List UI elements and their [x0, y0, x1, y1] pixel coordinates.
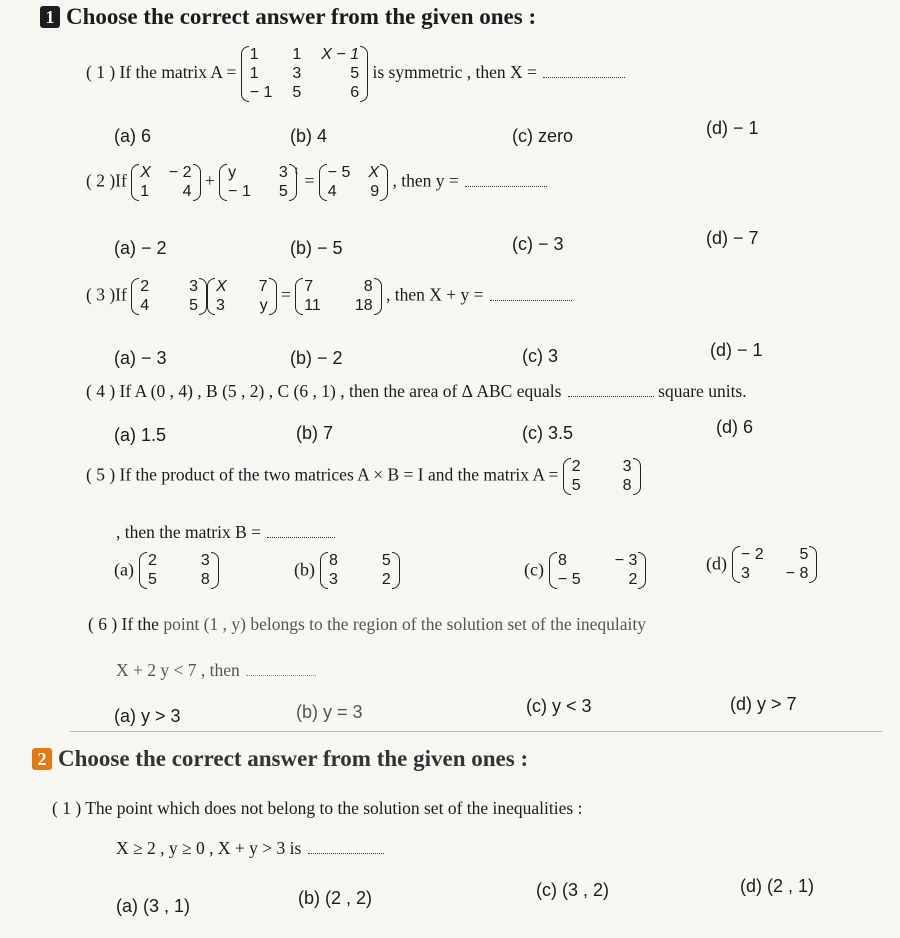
q3-option-d[interactable]: (d) − 1: [710, 340, 763, 360]
transpose-mark: t: [294, 162, 299, 177]
question-2: [86, 164, 547, 201]
question-3: [86, 278, 572, 315]
matrix-cell: 4: [327, 183, 337, 200]
question-text-continued: is symmetric , then X =: [372, 62, 537, 83]
matrix-cell: 5: [571, 477, 581, 494]
equals-sign: =: [304, 170, 315, 191]
question-number: ( 6 ): [88, 614, 118, 634]
matrix-cell: − 3: [614, 552, 638, 569]
q5-option-a[interactable]: [114, 552, 219, 589]
q1-option-b[interactable]: (b) 4: [290, 126, 328, 146]
question-number: ( 5 ): [86, 464, 116, 485]
option-matrix: [549, 552, 646, 589]
answer-blank: [568, 382, 654, 397]
s2-question-1: [52, 798, 582, 819]
equals-sign: =: [280, 284, 291, 305]
question-text-continued: , then the matrix B =: [116, 522, 261, 542]
answer-blank: [490, 286, 572, 301]
question-number: ( 4 ): [86, 381, 116, 401]
matrix-cell: 3: [292, 65, 302, 82]
question-text-continued: , then X + y =: [385, 284, 484, 305]
q5-option-b[interactable]: [294, 552, 400, 589]
matrix-cell: − 1: [228, 183, 251, 200]
matrix-cell: 5: [799, 546, 809, 563]
q3-option-c[interactable]: (c) 3: [522, 346, 558, 366]
q2-option-a[interactable]: (a) − 2: [114, 238, 167, 258]
matrix-cell: X: [368, 164, 380, 181]
matrix-cell: 8: [558, 552, 567, 569]
question-text: If: [115, 170, 127, 191]
matrix-cell: 4: [140, 297, 150, 314]
matrix-cell: X: [216, 278, 227, 295]
answer-blank: [246, 661, 316, 676]
question-text-continued: square units.: [658, 381, 747, 401]
matrix-cell: y: [228, 164, 237, 181]
q2-option-c[interactable]: (c) − 3: [512, 234, 564, 254]
matrix-1: [131, 164, 200, 201]
section-1-badge: 1: [40, 6, 60, 28]
matrix-cell: − 5: [558, 571, 581, 588]
answer-blank: [543, 63, 625, 78]
question-4: [86, 381, 747, 402]
matrix-cell: 2: [381, 571, 391, 588]
s2-q1-option-c[interactable]: (c) (3 , 2): [536, 880, 610, 900]
q4-option-c[interactable]: (c) 3.5: [522, 423, 574, 443]
s2-q1-option-a[interactable]: (a) (3 , 1): [116, 896, 191, 916]
matrix-cell: 2: [571, 458, 581, 475]
matrix-cell: 5: [381, 552, 391, 569]
section-2-title: Choose the correct answer from the given ones :: [58, 746, 529, 771]
section-1-title: Choose the correct answer from the given ones :: [66, 4, 537, 29]
matrix-cell: 1: [140, 183, 150, 200]
matrix-cell: − 2: [168, 164, 192, 181]
matrix-cell: − 2: [741, 546, 764, 563]
matrix-cell: − 1: [249, 84, 273, 101]
option-label: (b): [294, 559, 315, 580]
question-1: [86, 46, 625, 102]
matrix-cell: 8: [363, 278, 373, 295]
matrix-cell: 1: [292, 46, 302, 63]
matrix-a: [563, 458, 641, 495]
q5-option-d[interactable]: [706, 546, 817, 583]
matrix-cell: 1: [249, 65, 259, 82]
question-number: ( 1 ): [86, 62, 116, 83]
question-number: ( 3 ): [86, 284, 116, 305]
option-label: (c): [524, 559, 544, 580]
option-matrix: [320, 552, 400, 589]
question-text-continued: , then y =: [392, 170, 459, 191]
matrix-2: [219, 164, 297, 201]
matrix-cell: 4: [182, 183, 192, 200]
q2-option-d[interactable]: (d) − 7: [706, 228, 759, 248]
matrix-cell: 6: [350, 84, 360, 101]
q2-option-b[interactable]: (b) − 5: [290, 238, 343, 258]
q3-option-a[interactable]: (a) − 3: [114, 348, 167, 368]
matrix-cell: 3: [329, 571, 338, 588]
q6-option-a[interactable]: (a) y > 3: [114, 706, 181, 726]
question-text-continued: X ≥ 2 , y ≥ 0 , X + y > 3 is: [116, 838, 302, 858]
section-2-badge: 2: [32, 748, 52, 770]
question-text: If the: [121, 614, 159, 634]
question-5: [86, 458, 641, 495]
question-6: [88, 614, 646, 635]
matrix-cell: X: [140, 164, 151, 181]
matrix-cell: 5: [278, 183, 288, 200]
question-text: If A (0 , 4) , B (5 , 2) , C (6 , 1) , then the area of Δ ABC equals: [119, 381, 562, 401]
plus-sign: +: [204, 170, 215, 191]
matrix-cell: 2: [628, 571, 638, 588]
q6-option-c[interactable]: (c) y < 3: [526, 696, 592, 716]
matrix-cell: 3: [741, 565, 750, 582]
matrix-cell: 7: [304, 278, 314, 295]
q1-option-d[interactable]: (d) − 1: [706, 118, 759, 138]
question-number: ( 2 ): [86, 170, 116, 191]
matrix-cell: 3: [200, 552, 210, 569]
question-6-continued: [116, 660, 316, 681]
question-5-continued: [116, 522, 335, 543]
matrix-cell: 5: [189, 297, 198, 314]
q4-option-b[interactable]: (b) 7: [296, 423, 334, 443]
option-matrix: [732, 546, 817, 583]
q4-option-a[interactable]: (a) 1.5: [114, 425, 167, 445]
matrix-a: [241, 46, 368, 102]
option-matrix: [139, 552, 219, 589]
matrix-cell: − 5: [327, 164, 351, 181]
matrix-cell: 7: [258, 278, 268, 295]
matrix-cell: − 8: [785, 565, 809, 582]
matrix-cell: 2: [140, 278, 150, 295]
matrix-cell: 5: [292, 84, 302, 101]
matrix-cell: 18: [354, 297, 373, 314]
question-text: If the product of the two matrices A × B = I and the matrix A =: [119, 464, 559, 485]
q1-option-c[interactable]: (c) zero: [512, 126, 574, 146]
matrix-cell: 5: [350, 65, 360, 82]
answer-blank: [465, 172, 547, 187]
answer-blank: [308, 839, 384, 854]
matrix-cell: 11: [304, 297, 321, 314]
q6-option-d[interactable]: (d) y > 7: [730, 694, 797, 714]
q6-option-b[interactable]: (b) y = 3: [296, 702, 363, 722]
answer-blank: [267, 523, 335, 538]
q3-option-b[interactable]: (b) − 2: [290, 348, 343, 368]
matrix-3: [295, 278, 381, 315]
question-text: The point which does not belong to the solution set of the inequalities :: [85, 798, 583, 818]
question-text: If: [115, 284, 127, 305]
matrix-cell: 3: [278, 164, 288, 181]
matrix-3: [319, 164, 388, 201]
section-1-header: [40, 4, 536, 30]
section-divider: [70, 731, 882, 732]
matrix-cell: 5: [148, 571, 157, 588]
matrix-cell: 8: [200, 571, 210, 588]
matrix-cell: 1: [249, 46, 259, 63]
matrix-cell: 8: [622, 477, 632, 494]
matrix-cell: 9: [370, 183, 380, 200]
section-2-header: [32, 746, 528, 772]
matrix-cell: 3: [189, 278, 198, 295]
q5-option-c[interactable]: [524, 552, 646, 589]
matrix-cell: 3: [622, 458, 632, 475]
question-text-continued: X + 2 y < 7 , then: [116, 660, 240, 680]
matrix-cell: 8: [329, 552, 338, 569]
matrix-2: [207, 278, 277, 315]
matrix-cell: 2: [148, 552, 157, 569]
q4-option-d[interactable]: (d) 6: [716, 417, 754, 437]
option-label: (a): [114, 559, 134, 580]
matrix-1: [131, 278, 207, 315]
s2-q1-option-b[interactable]: (b) (2 , 2): [298, 888, 373, 908]
option-label: (d): [706, 553, 727, 574]
q1-option-a[interactable]: (a) 6: [114, 126, 152, 146]
question-number: ( 1 ): [52, 798, 82, 818]
s2-question-1-continued: [116, 838, 384, 859]
matrix-cell: X − 1: [321, 46, 360, 63]
matrix-cell: 3: [216, 297, 225, 314]
question-text-faded: point (1 , y) belongs to the region of the solution set of the inequlaity: [163, 614, 646, 634]
matrix-cell: y: [259, 297, 268, 314]
question-text: If the matrix A =: [119, 62, 237, 83]
s2-q1-option-d[interactable]: (d) (2 , 1): [740, 876, 815, 896]
